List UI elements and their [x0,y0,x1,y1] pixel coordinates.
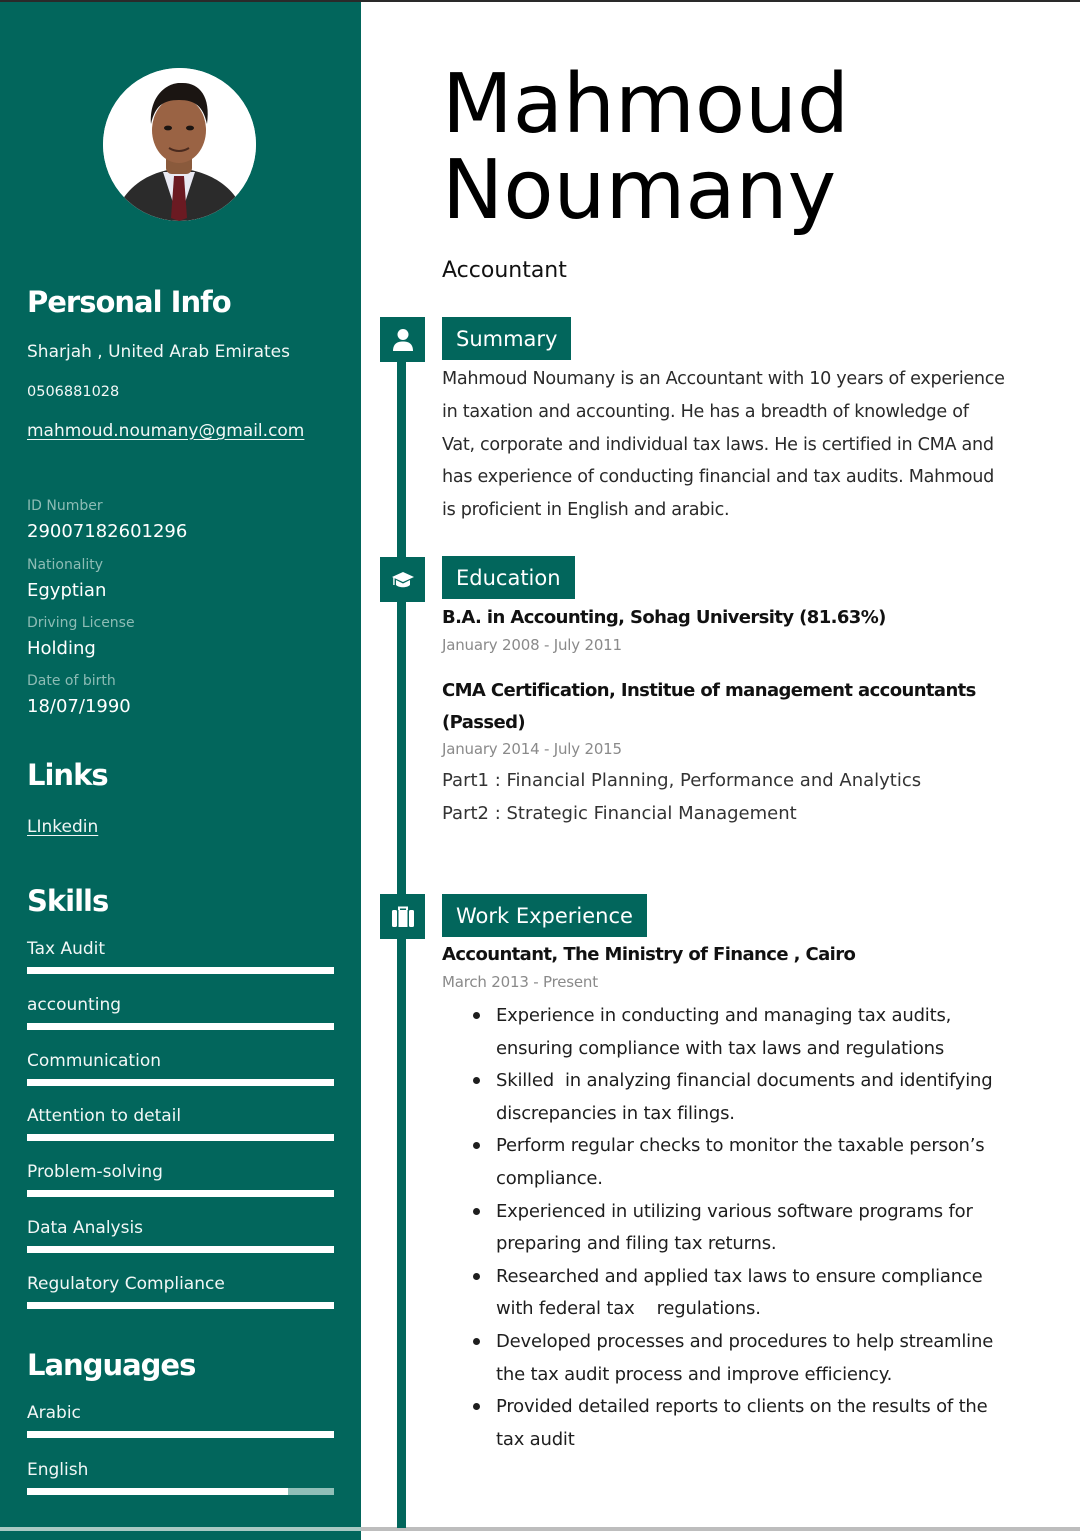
driving-license-label: Driving License [27,615,135,631]
job-title: Accountant [442,258,567,283]
graduation-cap-icon [391,571,415,589]
driving-license-value: Holding [27,638,96,659]
skill-name: Problem-solving [27,1162,163,1183]
work-entry-title: Accountant, The Ministry of Finance , Cairo [442,944,856,965]
education-heading: Education [442,556,575,599]
work-bullet-text: Experienced in utilizing various software programs for preparing and filing tax returns. [496,1200,973,1255]
user-icon [392,328,414,352]
skill-level-bar [27,1079,334,1086]
skill-level-fill [27,1190,334,1197]
language-level-bar [27,1488,334,1495]
skill-name: accounting [27,994,122,1015]
skill-name: Regulatory Compliance [27,1273,225,1294]
work-bullet-text: Perform regular checks to monitor the taxable person’s compliance. [496,1135,985,1189]
languages-heading: Languages [27,1348,196,1382]
bullet-dot-icon [473,1208,480,1215]
nationality-value: Egyptian [27,580,107,601]
skill-level-bar [27,1190,334,1197]
skill-name: Data Analysis [27,1218,144,1238]
personal-info-heading: Personal Info [27,285,231,319]
profile-photo-icon [103,68,256,221]
skill-level-fill [27,1134,334,1141]
bullet-dot-icon [473,1012,480,1019]
work-bullet-item [470,1130,1010,1195]
education-entry-dates: January 2014 - July 2015 [442,740,622,758]
first-name: Mahmoud [442,57,850,152]
location: Sharjah , United Arab Emirates [27,342,291,362]
id-number-value: 29007182601296 [27,521,188,542]
work-bullet-item [470,1261,1010,1326]
bullet-dot-icon [473,1403,480,1410]
briefcase-icon [391,906,415,928]
phone: 0506881028 [27,384,120,400]
language-level-bar [27,1431,334,1438]
date-of-birth-label: Date of birth [27,673,116,689]
summary-heading: Summary [442,317,571,360]
education-entry-title: CMA Certification, Institue of management accountants (Passed) [442,680,976,733]
work-bullet-item [470,1326,1010,1391]
links-heading: Links [27,758,108,792]
skill-level-bar [27,1302,334,1309]
sidebar-bottom-rule [0,1527,361,1531]
avatar [103,68,256,221]
work-icon-box [380,894,425,939]
email-link[interactable]: mahmoud.noumany@gmail.com [27,421,305,441]
linkedin-link[interactable]: LInkedin [27,817,99,837]
work-bullet-item [470,1196,1010,1261]
bullet-dot-icon [473,1338,480,1345]
education-entry-dates: January 2008 - July 2011 [442,636,622,654]
skill-name: Tax Audit [27,939,106,959]
skill-level-fill [27,967,334,974]
work-bullet-item [470,1000,1010,1065]
skill-name: Communication [27,1050,161,1071]
work-bullet-text: Skilled in analyzing financial documents and identifying discrepancies in tax filings. [496,1070,993,1124]
work-bullet-text: Developed processes and procedures to help streamline the tax audit process and improve efficiency. [496,1330,994,1385]
bullet-dot-icon [473,1077,480,1084]
date-of-birth-value: 18/07/1990 [27,696,131,717]
skill-level-fill [27,1079,334,1086]
work-bullet-text: Researched and applied tax laws to ensure compliance with federal tax regulations. [496,1265,983,1320]
language-name: Arabic [27,1403,81,1423]
bullet-dot-icon [473,1142,480,1149]
language-level-fill [27,1488,288,1495]
skill-level-bar [27,1134,334,1141]
nationality-label: Nationality [27,557,104,573]
skill-level-fill [27,1302,334,1309]
language-level-fill [27,1431,334,1438]
education-entry-detail: Part2 : Strategic Financial Management [442,803,797,824]
summary-text: Mahmoud Noumany is an Accountant with 10 years of experience in taxation and accounting. He has a breadth of knowledge of Vat, corporate and individual tax laws. He is certified in CMA and has experience of conducting financial and tax audits. Mahmoud is proficient in English and arabic. [442,369,1005,521]
skills-heading: Skills [27,884,109,918]
bullet-dot-icon [473,1273,480,1280]
skill-name: Attention to detail [27,1106,182,1127]
language-name: English [27,1459,89,1480]
work-bullet-text: Provided detailed reports to clients on the results of the tax audit [496,1396,988,1450]
work-entry-dates: March 2013 - Present [442,973,598,991]
work-heading: Work Experience [442,894,647,937]
work-bullet-item [470,1391,1010,1456]
skill-level-bar [27,967,334,974]
skill-level-fill [27,1023,334,1030]
education-entry-detail: Part1 : Financial Planning, Performance and Analytics [442,770,922,791]
education-icon-box [380,557,425,602]
timeline-line [397,358,406,1528]
candidate-name [442,57,850,238]
work-bullet-text: Experience in conducting and managing tax audits, ensuring compliance with tax laws and regulations [496,1005,952,1059]
id-number-label: ID Number [27,498,103,514]
last-name: Noumany [442,143,837,238]
sidebar [0,2,361,1540]
skill-level-bar [27,1023,334,1030]
skill-level-bar [27,1246,334,1253]
work-bullet-item [470,1065,1010,1130]
summary-icon-box [380,317,425,362]
education-entry-title: B.A. in Accounting, Sohag University (81.63%) [442,607,886,628]
skill-level-fill [27,1246,334,1253]
work-bullet-list [470,1000,1010,1456]
